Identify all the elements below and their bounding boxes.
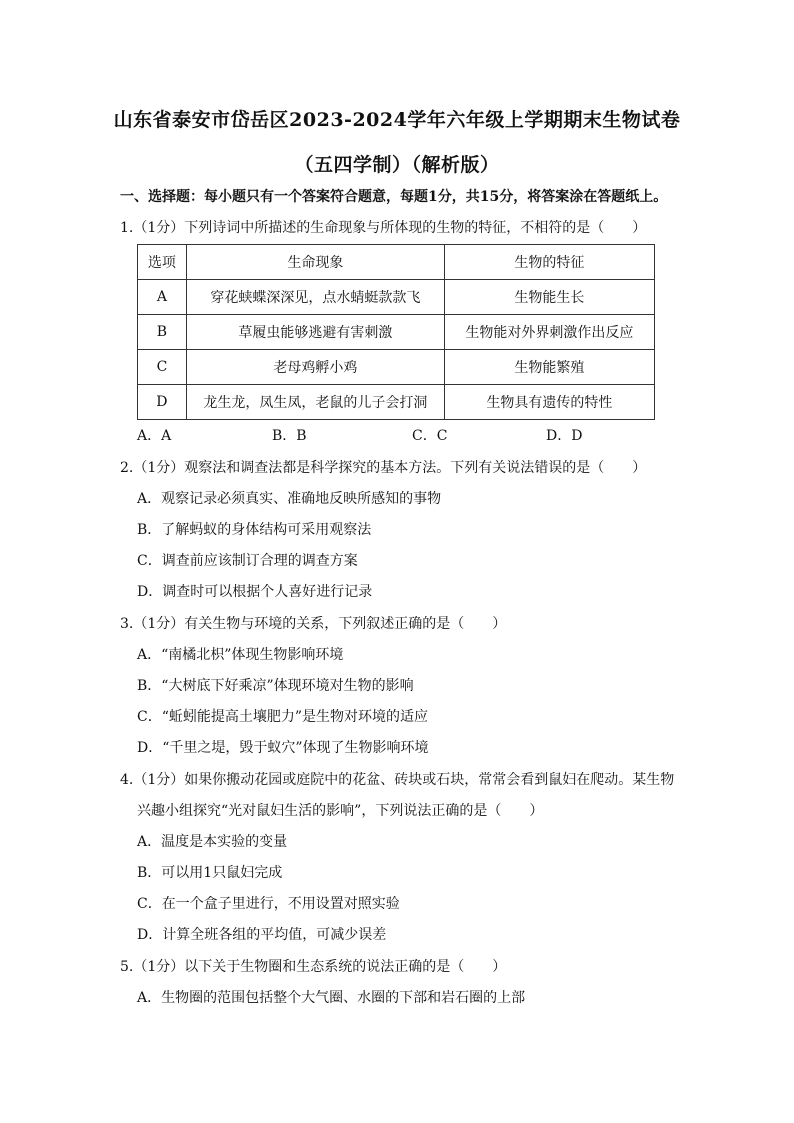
question-5-option-a: A．生物圈的范围包括整个大气圈、水圈的下部和岩石圈的上部 bbox=[137, 990, 526, 1006]
question-2-option-d: D．调查时可以根据个人喜好进行记录 bbox=[137, 584, 373, 600]
page-title: 山东省泰安市岱岳区2023-2024学年六年级上学期期末生物试卷 bbox=[113, 109, 681, 131]
question-3-option-b: B．“大树底下好乘凉”体现环境对生物的影响 bbox=[137, 678, 414, 694]
question-1-option-a: A．A bbox=[137, 428, 172, 444]
question-4-option-b: B．可以用1只鼠妇完成 bbox=[137, 865, 283, 881]
question-3-option-d: D．“千里之堤，毁于蚁穴”体现了生物影响环境 bbox=[137, 740, 429, 756]
question-1-option-c: C．C bbox=[412, 428, 448, 444]
table-cell: 龙生龙，凤生凤，老鼠的儿子会打洞 bbox=[186, 385, 444, 420]
table-row bbox=[138, 280, 655, 315]
section-heading: 一、选择题：每小题只有一个答案符合题意，每题1分，共15分，将答案涂在答题纸上。 bbox=[120, 189, 668, 205]
table-cell: D bbox=[138, 385, 187, 420]
table-row bbox=[138, 385, 655, 420]
question-4-option-a: A．温度是本实验的变量 bbox=[137, 834, 288, 850]
table-cell: B bbox=[138, 315, 187, 350]
table-cell: 老母鸡孵小鸡 bbox=[186, 350, 444, 385]
question-3-option-a: A．“南橘北枳”体现生物影响环境 bbox=[137, 647, 344, 663]
table-cell: 生物能生长 bbox=[444, 280, 654, 315]
page-subtitle: （五四学制）（解析版） bbox=[294, 154, 500, 176]
table-row bbox=[138, 350, 655, 385]
question-4-option-d: D．计算全班各组的平均值，可减少误差 bbox=[137, 927, 387, 943]
question-1-table bbox=[137, 244, 655, 420]
table-cell: 穿花蛱蝶深深见，点水蜻蜓款款飞 bbox=[186, 280, 444, 315]
table-cell: 生物能对外界刺激作出反应 bbox=[444, 315, 654, 350]
table-cell: 生物能繁殖 bbox=[444, 350, 654, 385]
question-2-option-b: B．了解蚂蚁的身体结构可采用观察法 bbox=[137, 522, 372, 538]
question-2-option-a: A．观察记录必须真实、准确地反映所感知的事物 bbox=[137, 491, 442, 507]
question-2-option-c: C．调查前应该制订合理的调查方案 bbox=[137, 553, 358, 569]
table-cell: 生物具有遗传的特性 bbox=[444, 385, 654, 420]
question-5-stem: 5.（1分）以下关于生物圈和生态系统的说法正确的是（ ） bbox=[120, 959, 507, 975]
table-header-cell: 生物的特征 bbox=[444, 245, 654, 280]
table-header-cell: 选项 bbox=[138, 245, 187, 280]
question-1-stem: 1.（1分）下列诗词中所描述的生命现象与所体现的生物的特征，不相符的是（ ） bbox=[120, 220, 647, 236]
question-3-stem: 3.（1分）有关生物与环境的关系，下列叙述正确的是（ ） bbox=[120, 616, 507, 632]
question-1-option-d: D．D bbox=[546, 428, 583, 444]
question-4-stem-line-2: 兴趣小组探究“光对鼠妇生活的影响”，下列说法正确的是（ ） bbox=[137, 803, 544, 819]
question-2-stem: 2.（1分）观察法和调查法都是科学探究的基本方法。下列有关说法错误的是（ ） bbox=[120, 460, 647, 476]
table-row bbox=[138, 315, 655, 350]
question-1-option-b: B．B bbox=[272, 428, 307, 444]
table-cell: A bbox=[138, 280, 187, 315]
question-4-option-c: C．在一个盒子里进行，不用设置对照实验 bbox=[137, 896, 400, 912]
question-4-stem-line-1: 4.（1分）如果你搬动花园或庭院中的花盆、砖块或石块，常常会看到鼠妇在爬动。某生物 bbox=[120, 772, 675, 788]
table-cell: 草履虫能够逃避有害刺激 bbox=[186, 315, 444, 350]
question-3-option-c: C．“蚯蚓能提高土壤肥力”是生物对环境的适应 bbox=[137, 709, 429, 725]
table-header-row bbox=[138, 245, 655, 280]
table-header-cell: 生命现象 bbox=[186, 245, 444, 280]
table-cell: C bbox=[138, 350, 187, 385]
